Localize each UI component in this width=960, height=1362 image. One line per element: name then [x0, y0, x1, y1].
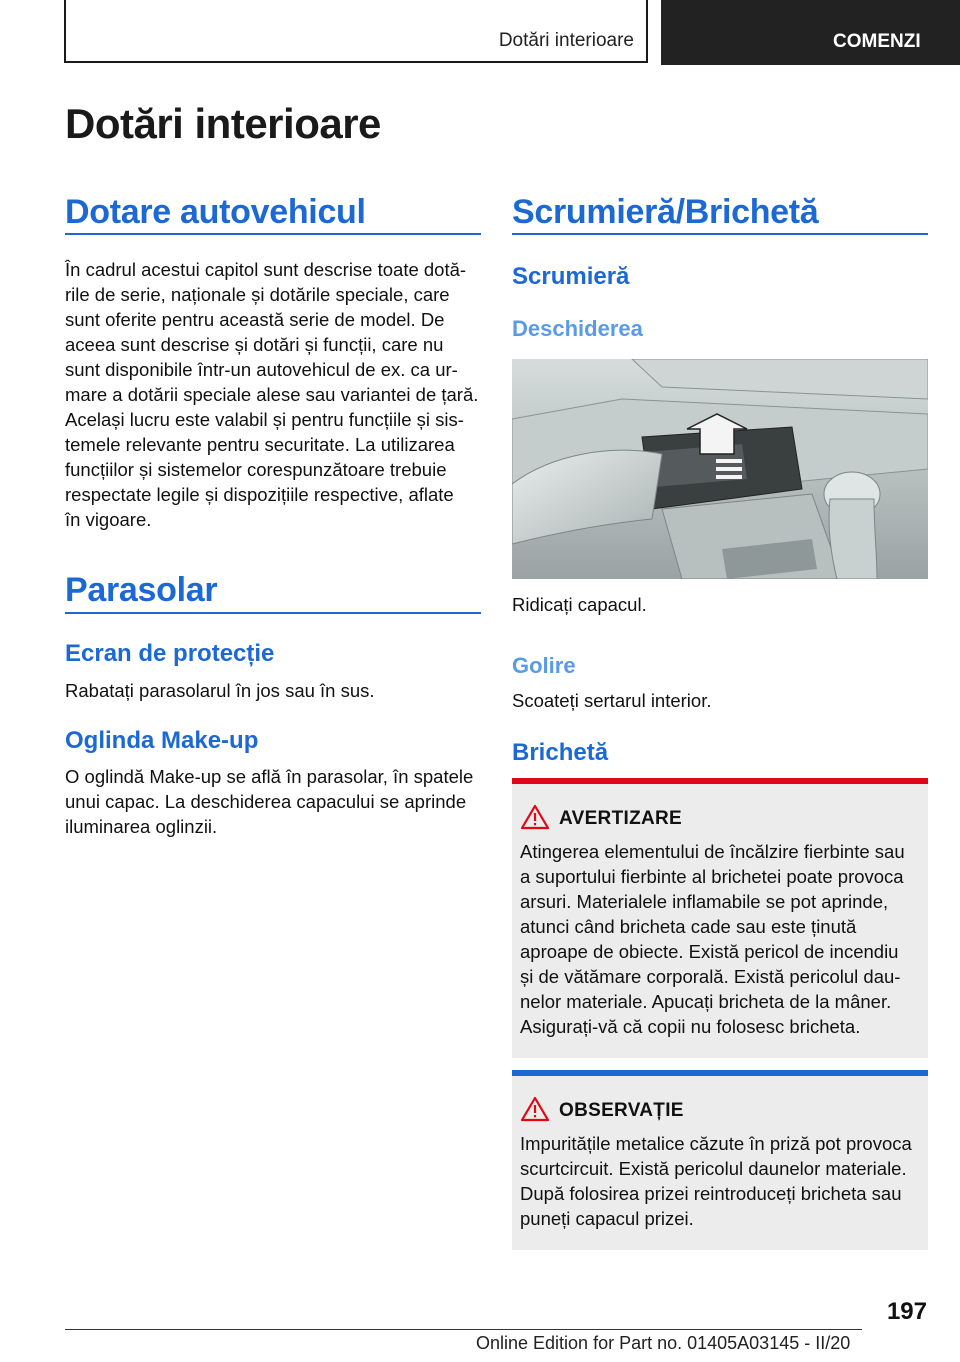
heading-bricheta: Brichetă — [512, 739, 609, 766]
ecran-paragraph: Rabatați parasolarul în jos sau în sus. — [65, 680, 375, 701]
heading-ecran-de-protectie: Ecran de protecție — [65, 640, 275, 667]
page-title: Dotări interioare — [65, 100, 381, 147]
warning-box — [512, 778, 928, 1058]
figure-caption: Ridicați capacul. — [512, 594, 647, 615]
warning-triangle-icon — [520, 1096, 550, 1127]
golire-paragraph: Scoateți sertarul interior. — [512, 690, 712, 711]
ashtray-drawing — [512, 359, 928, 579]
notice-title: OBSERVAȚIE — [559, 1100, 684, 1121]
warning-triangle-icon — [520, 804, 550, 835]
heading-scrumiera-bricheta: Scrumieră/Brichetă — [512, 193, 819, 231]
warning-bar — [512, 778, 928, 784]
heading-parasolar: Parasolar — [65, 571, 218, 609]
heading-rule — [512, 233, 928, 235]
heading-rule — [65, 233, 481, 235]
page-number: 197 — [886, 1298, 927, 1325]
warning-title: AVERTIZARE — [559, 808, 682, 829]
header-section-title: Dotări interioare — [498, 30, 634, 51]
heading-golire: Golire — [512, 653, 576, 678]
notice-box — [512, 1070, 928, 1250]
heading-rule — [65, 612, 481, 614]
heading-oglinda-make-up: Oglinda Make-up — [65, 727, 259, 754]
oglinda-paragraph: O oglindă Make-up se află în parasolar, în spatele unui capac. La deschiderea capacului se aprinde iluminarea oglinzii. — [65, 766, 474, 837]
footer-edition: Online Edition for Part no. 01405A03145 - II/20 — [476, 1333, 851, 1353]
running-header — [64, 0, 648, 63]
dotare-paragraph: În cadrul acestui capitol sunt descrise toate dotă- rile de serie, naționale și dotările speciale, care sunt oferite pentru această serie de model. De aceea sunt descrise și dotări și funcții, care nu sunt disponibile într-un autovehicul de ex. ca ur- mare a dotării speciale alese sau variantei de țară. Același lucru este valabil și pentru funcțiile și sis- temele relevante pentru securitate. La utilizarea funcțiilor și sistemelor corespunzătoare trebuie respectate legile și dispozițiile respective, aflate în vigoare. — [65, 259, 479, 530]
heading-scrumiera: Scrumieră — [512, 263, 630, 290]
notice-bar — [512, 1070, 928, 1076]
ashtray-illustration — [512, 359, 928, 579]
heading-deschiderea: Deschiderea — [512, 316, 643, 341]
notice-text: Impuritățile metalice căzute în priză pot provoca scurtcircuit. Există pericolul daunelor materiale. După folosirea prizei reintroduceți bricheta sau puneți capacul prizei. — [520, 1133, 912, 1229]
heading-dotare-autovehicul: Dotare autovehicul — [65, 193, 366, 231]
chapter-tab — [661, 0, 960, 65]
chapter-tab-label: COMENZI — [833, 31, 921, 52]
warning-text: Atingerea elementului de încălzire fierbinte sau a suportului fierbinte al brichetei poate provoca arsuri. Materialele inflamabile se pot aprinde, atunci când bricheta cade sau este ținută aproape de obiecte. Există pericol de incendiu și de vătămare corporală. Există pericolul dau- nelor materiale. Apucați bricheta de la mâner. Asigurați-vă că copii nu folosesc bricheta. — [520, 841, 905, 1037]
footer-rule — [65, 1329, 862, 1330]
